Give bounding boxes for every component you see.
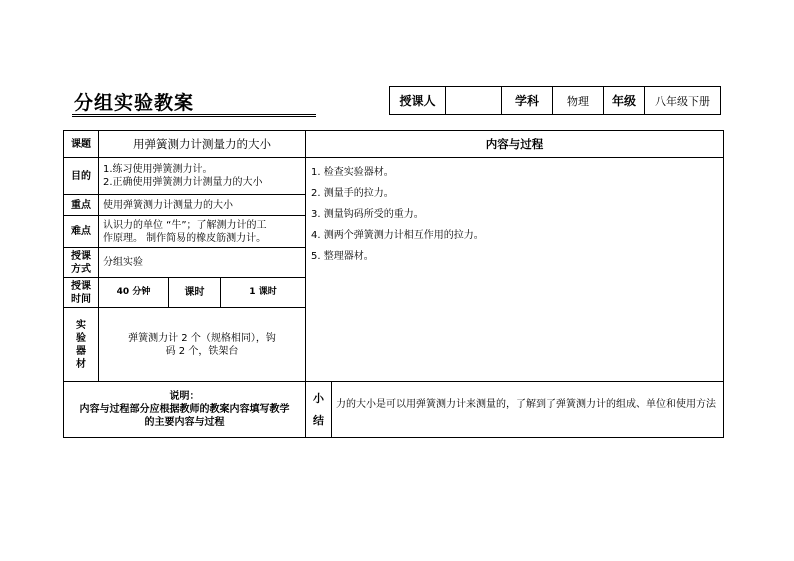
summary-label: [306, 382, 332, 438]
summary-label-char: 小: [313, 391, 324, 405]
step-item: 4. 测两个弹簧测力计相互作用的拉力。: [311, 230, 484, 241]
period-label: 课时: [169, 278, 221, 308]
difficulty-label: 难点: [64, 216, 99, 248]
grade-label: 年级: [604, 87, 645, 115]
note-cell: [64, 382, 306, 438]
content-steps: [306, 158, 724, 382]
goals-label: 目的: [64, 158, 99, 195]
goals-value: [99, 158, 306, 195]
method-label-line: 方式: [71, 263, 91, 275]
difficulty-value: [99, 216, 306, 248]
summary-label-char: 结: [313, 413, 324, 427]
step-item: 1. 检查实验器材。: [311, 167, 394, 178]
time-label-line: 授课: [71, 280, 91, 292]
lesson-plan-table: [63, 130, 724, 438]
key-point-value: 使用弹簧测力计测量力的大小: [99, 195, 306, 216]
equipment-label-char: 验: [76, 332, 86, 344]
method-label-line: 授课: [71, 250, 91, 262]
note-line: 的主要内容与过程: [144, 417, 225, 428]
header-info-table: [389, 86, 721, 115]
equipment-label: [64, 308, 99, 382]
step-item: 5. 整理器材。: [311, 251, 374, 262]
key-point-label: 重点: [64, 195, 99, 216]
step-item: 2. 测量手的拉力。: [311, 188, 394, 199]
difficulty-line: 作原理。 制作简易的橡皮筋测力计。: [103, 232, 267, 244]
step-item: 3. 测量钩码所受的重力。: [311, 209, 424, 220]
equipment-line: 弹簧测力计 2 个（规格相同），钩: [128, 332, 276, 344]
goal-line: 1.练习使用弹簧测力计。: [103, 164, 213, 175]
equipment-line: 码 2 个，铁架台: [165, 345, 239, 357]
subject-value: 物理: [553, 87, 604, 115]
goal-line: 2.正确使用弹簧测力计测量力的大小: [103, 177, 263, 188]
method-value: 分组实验: [99, 248, 306, 278]
time-duration: 40 分钟: [99, 278, 169, 308]
summary-value: 力的大小是可以用弹簧测力计来测量的，了解到了弹簧测力计的组成、单位和使用方法: [332, 382, 724, 438]
method-label: [64, 248, 99, 278]
topic-value: 用弹簧测力计测量力的大小: [99, 131, 306, 158]
equipment-label-char: 材: [76, 358, 86, 370]
note-line: 内容与过程部分应根据教师的教案内容填写教学: [79, 404, 290, 415]
time-label: [64, 278, 99, 308]
page-title: 分组实验教案: [74, 92, 195, 114]
note-line: 说明：: [169, 391, 200, 402]
teacher-value: [446, 87, 502, 115]
equipment-label-char: 实: [76, 319, 86, 331]
difficulty-line: 认识力的单位 “牛”；了解测力计的工: [103, 219, 267, 231]
equipment-value: [99, 308, 306, 382]
period-value: 1 课时: [221, 278, 306, 308]
title-underline: [72, 114, 316, 117]
subject-label: 学科: [502, 87, 553, 115]
equipment-label-char: 器: [76, 345, 86, 357]
topic-label: 课题: [64, 131, 99, 158]
content-header: 内容与过程: [306, 131, 724, 158]
grade-value: 八年级下册: [645, 87, 721, 115]
teacher-label: 授课人: [390, 87, 446, 115]
time-label-line: 时间: [71, 293, 91, 305]
